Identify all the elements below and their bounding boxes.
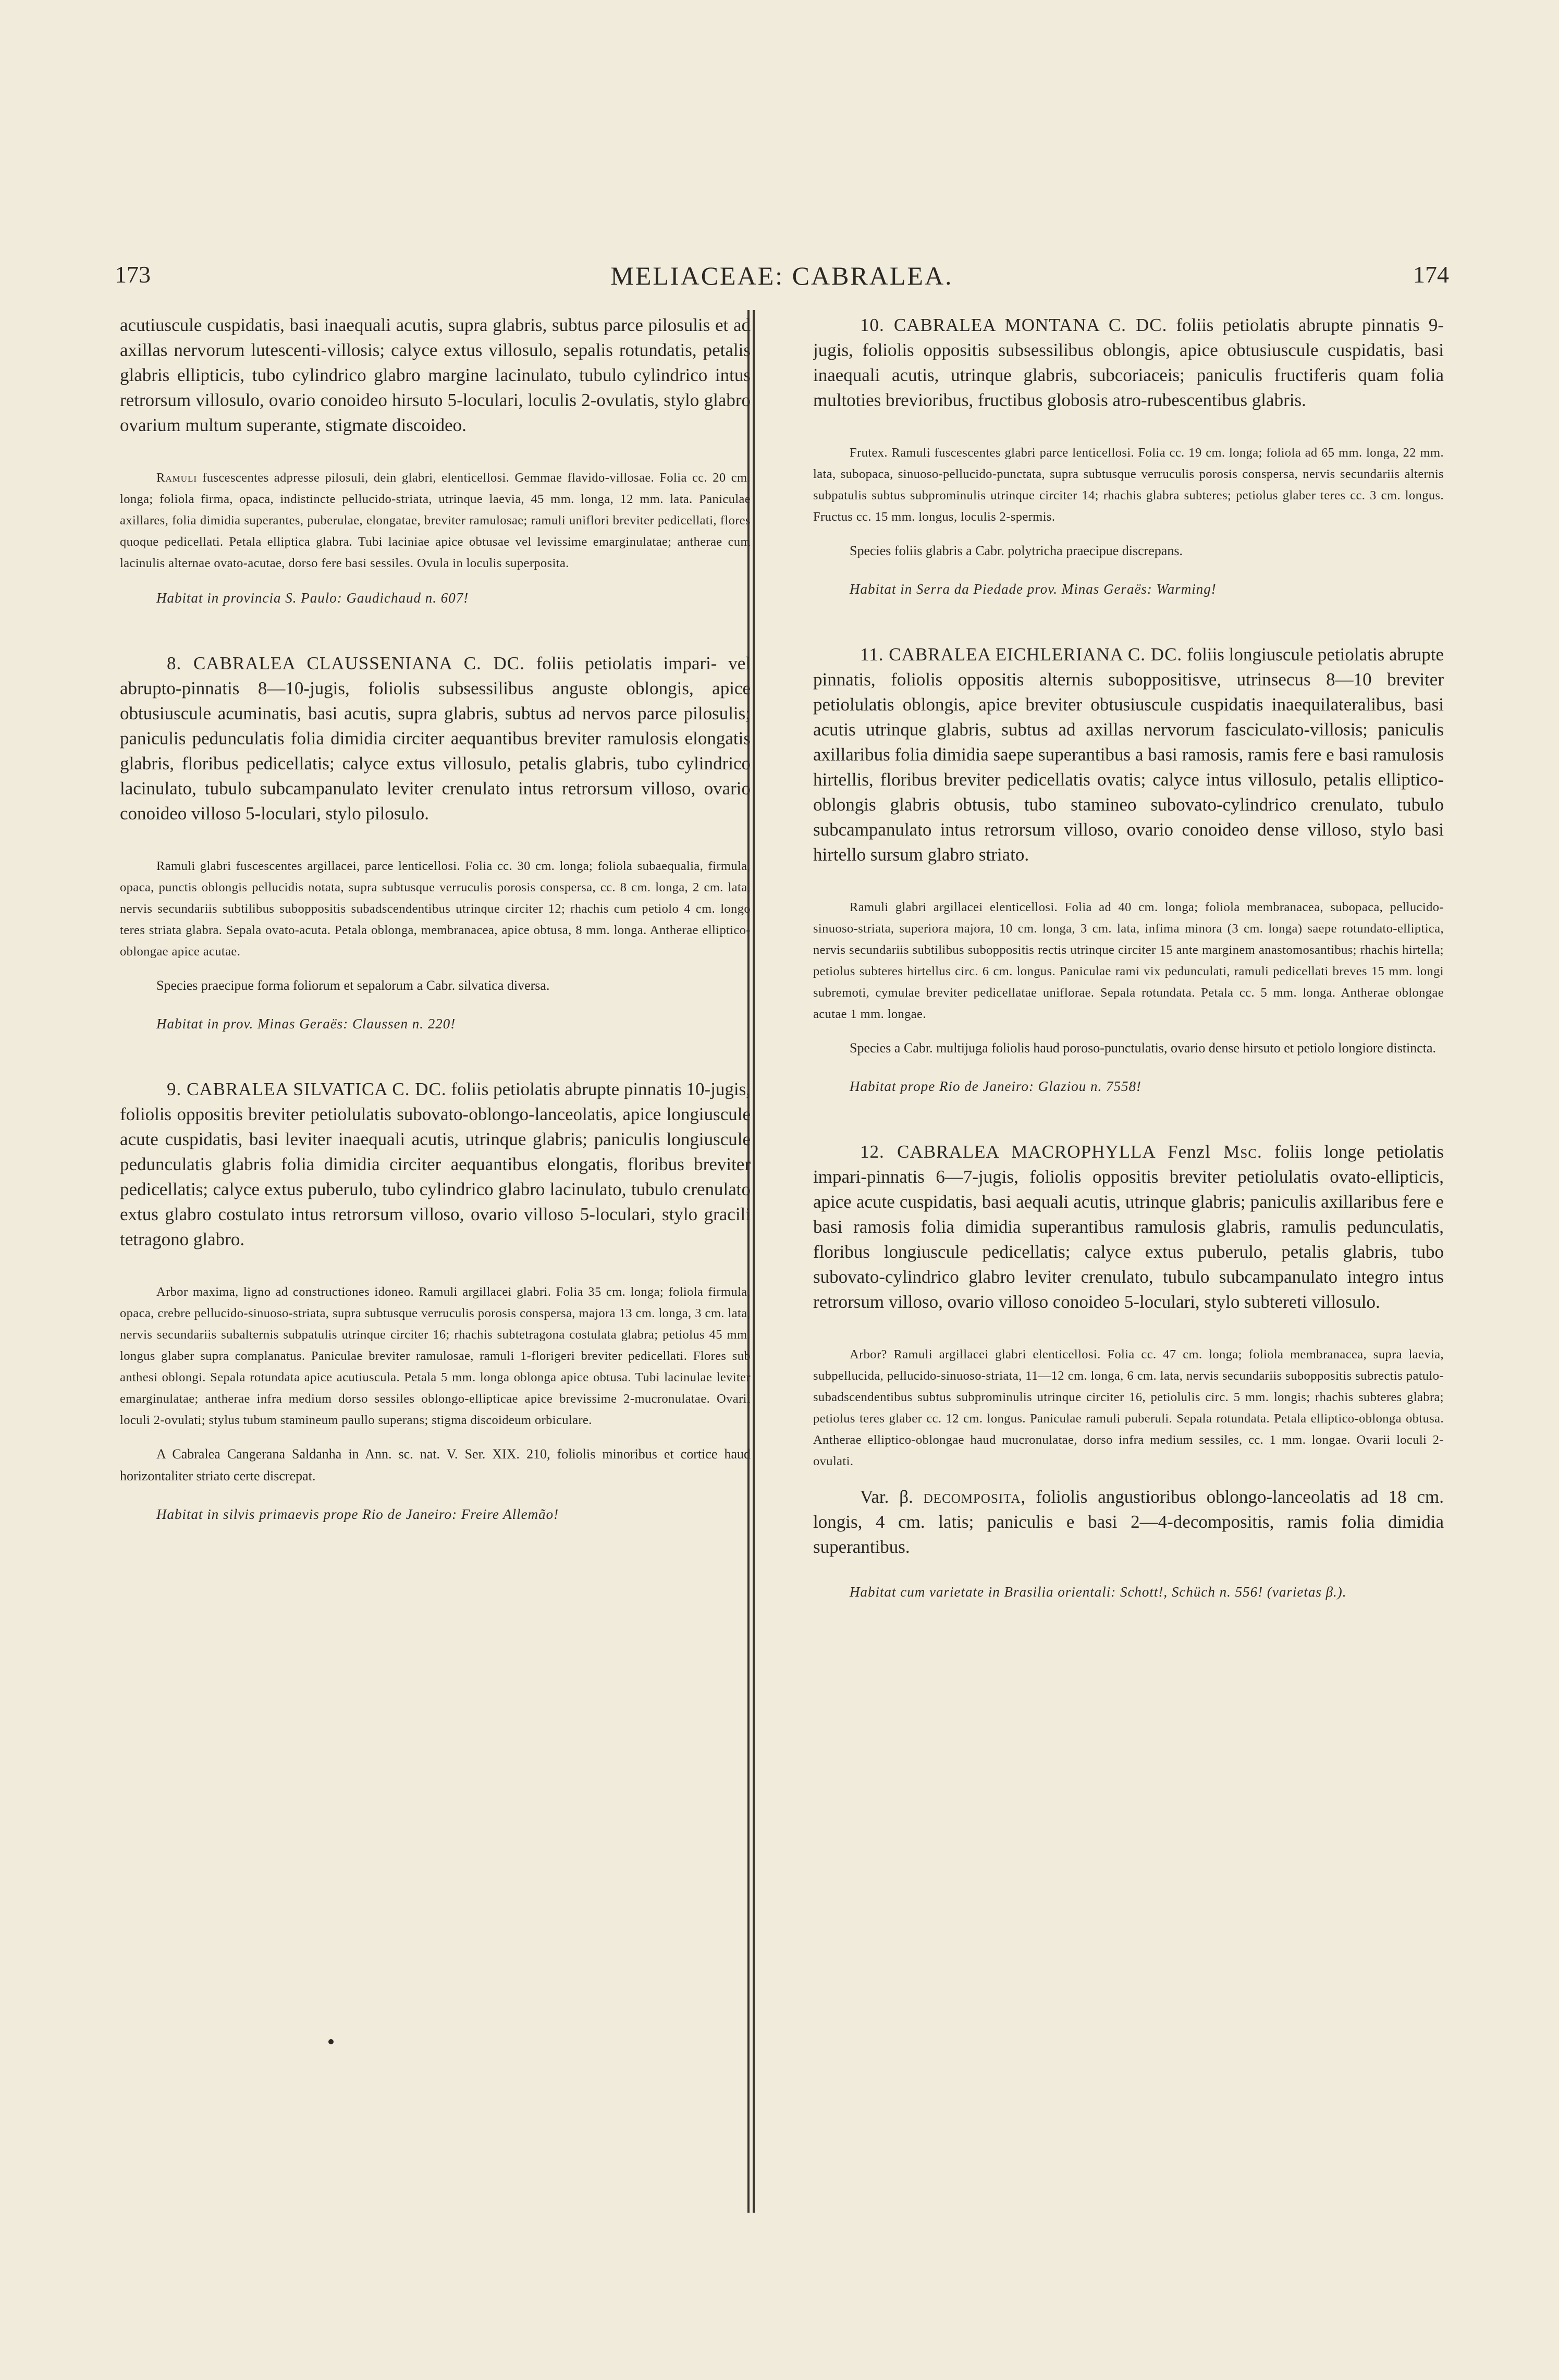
- left-column: [120, 313, 751, 2215]
- species-12-text: foliis longe petiolatis impari-pinnatis 6—7-jugis, foliolis oppositis breviter petiolulatis ovato-ellipticis, apice acute cuspidatis, basi aequali acutis, utrinque glabris; paniculis axillaribus fere e basi ramosis folia dimidia superantibus ramulosis glabris, ramulis pedunculatis, floribus longiuscule pedicellatis; calyce extus puberulo, petalis glabris, tubo subovato-cylindrico glabro leviter crenulato, tubulo subcampanulato integro intus retrorsum villoso, ovario villoso conoideo 5-loculari, stylo subtereti villosulo.: [813, 1142, 1444, 1312]
- species-12-habitat: Habitat cum varietate in Brasilia orientali: Schott!, Schüch n. 556! (varietas β.).: [850, 1584, 1347, 1600]
- page-header: [115, 261, 1449, 297]
- page-number-right: 174: [1413, 261, 1449, 288]
- intro-habitat: Habitat in provincia S. Paulo: Gaudichaud n. 607!: [156, 590, 469, 606]
- species-10-note: Species foliis glabris a Cabr. polytricha praecipue discrepans.: [850, 543, 1183, 558]
- variety-name: decomposita: [923, 1487, 1021, 1507]
- intro-paragraph: acutiuscule cuspidatis, basi inaequali acutis, supra glabris, subtus parce pilosulis et ad axillas nervorum lutescenti-villosis; calyce extus villosulo, sepalis rotundatis, petalis glabris ellipticis, tubo cylindrico glabro margine lacinulato, tubulo cylindrico intus retrorsum villosulo, ovario conoideo hirsuto 5-loculari, loculis 2-ovulatis, stylo glabro ovarium multum superante, stigmate discoideo.: [120, 315, 751, 435]
- species-11-note: Species a Cabr. multijuga foliolis haud poroso-punctulatis, ovario dense hirsuto et petiolo longiore distincta.: [850, 1040, 1437, 1056]
- species-12-description: [813, 1139, 1444, 1315]
- species-11-habitat: Habitat prope Rio de Janeiro: Glaziou n. 7558!: [850, 1078, 1141, 1094]
- species-9-habitat: Habitat in silvis primaevis prope Rio de Janeiro: Freire Allemão!: [156, 1506, 559, 1522]
- intro-detail: [120, 467, 751, 574]
- species-8-title: 8. CABRALEA CLAUSSENIANA C. DC.: [167, 653, 525, 673]
- species-12-detail: Arbor? Ramuli argillacei glabri elenticellosi. Folia cc. 47 cm. longa; foliola membranacea, supra laevia, subpellucida, pellucido-sinuoso-striata, 11—12 cm. longa, 6 cm. lata, nervis secundariis suboppositis subrectis patulo-subadscendentibus subtus subprominulis utrinque circiter 16, petiolulis circ. 5 mm. longis; rhachis subteres glabra; petiolus teres glaber cc. 12 cm. longus. Paniculae ramuli puberuli. Sepala rotundata. Petala elliptico-oblonga obtusa. Antherae elliptico-oblongae haud mucronulatae, dorso infra medium sessiles, cc. 1 mm. longae. Ovarii loculi 2-ovulati.: [813, 1347, 1444, 1468]
- intro-detail-lead: Ramuli: [156, 471, 198, 485]
- species-8-text: foliis petiolatis impari- vel abrupto-pinnatis 8—10-jugis, foliolis subsessilibus anguste oblongis, apice obtusiuscule acuminatis, basi acutis, supra glabris, subtus ad nervos parce pilosulis; paniculis pedunculatis folia dimidia circiter aequantibus breviter ramulosis elongatis glabris, floribus pedicellatis; calyce extus villosulo, petalis glabris, tubo cylindrico lacinulato, tubulo subcampanulato leviter crenulato intus retrorsum villoso, ovario conoideo villoso 5-loculari, stylo pilosulo.: [120, 653, 751, 824]
- species-8-detail: Ramuli glabri fuscescentes argillacei, parce lenticellosi. Folia cc. 30 cm. longa; foliola subaequalia, firmula, opaca, punctis oblongis pellucidis notata, supra subtusque verruculis porosis conspersa, cc. 8 cm. longa, 2 cm. lata, nervis secundariis subtilibus suboppositis subadscendentibus utrinque circiter 12; rhachis cum petiolo 4 cm. longo teres striata glabra. Sepala ovato-acuta. Petala oblonga, membranacea, apice obtusa, 8 mm. longa. Antherae elliptico-oblongae apice acutae.: [120, 859, 751, 959]
- species-11-title: 11. CABRALEA EICHLERIANA C. DC.: [860, 644, 1183, 665]
- species-12-title: 12. CABRALEA MACROPHYLLA Fenzl: [860, 1142, 1211, 1162]
- intro-detail-text: fuscescentes adpresse pilosuli, dein glabri, elenticellosi. Gemmae flavido-villosae. Folia cc. 20 cm. longa; foliola firma, opaca, indistincte pellucido-striata, utrinque laevia, 45 mm. longa, 12 mm. lata. Paniculae axillares, folia dimidia superantes, puberulae, elongatae, breviter ramulosae; ramuli uniflori breviter pedicellati, flores quoque pedicellati. Petala elliptica glabra. Tubi laciniae apice obtusae vel levissime emarginulatae; antherae cum lacinulis alternae ovato-acutae, dorso fere basi sessiles. Ovula in loculis superposita.: [120, 471, 751, 570]
- species-9-description: [120, 1077, 751, 1252]
- species-10-habitat: Habitat in Serra da Piedade prov. Minas Geraës: Warming!: [850, 581, 1217, 597]
- right-column: [813, 313, 1444, 2215]
- species-10-description: [813, 313, 1444, 413]
- species-8-description: [120, 651, 751, 826]
- page-number-left: 173: [115, 261, 151, 288]
- species-8-note: Species praecipue forma foliorum et sepalorum a Cabr. silvatica diversa.: [156, 978, 550, 993]
- variety-lead: Var. β.: [860, 1487, 913, 1507]
- species-11-text: foliis longiuscule petiolatis abrupte pinnatis, foliolis oppositis alternis suboppositisve, utrinsecus 8—10 breviter petiolulatis oblongis, apice breviter obtusiuscule cuspidatis inaequilateralibus, basi acutis utrinque glabris, subtus ad axillas nervorum fasciculato-villosis; paniculis axillaribus folia dimidia saepe superantibus a basi ramosis, ramis fere e basi ramulosis hirtellis, floribus breviter pedicellatis ovatis; calyce intus villosulo, petalis elliptico-oblongis glabris obtusis, tubo stamineo subovato-cylindrico crenulato, tubulo subcampanulato intus retrorsum villoso, ovario conoideo dense villoso, stylo basi hirtello sursum glabro striato.: [813, 644, 1444, 865]
- ink-dot: [328, 2039, 334, 2044]
- species-12-variety: [813, 1485, 1444, 1560]
- running-title: MELIACEAE: CABRALEA.: [610, 261, 953, 290]
- species-8-habitat: Habitat in prov. Minas Geraës: Claussen n. 220!: [156, 1016, 456, 1032]
- variety-text: , foliolis angustioribus oblongo-lanceolatis ad 18 cm. longis, 4 cm. latis; paniculis e basi 2—4-decompositis, ramis folia dimidia superantibus.: [813, 1487, 1444, 1557]
- species-9-text: foliis petiolatis abrupte pinnatis 10-jugis, foliolis oppositis breviter petiolulatis subovato-oblongo-lanceolatis, apice longiuscule acute cuspidatis, basi leviter inaequali acutis, utrinque glabris; paniculis longiuscule pedunculatis glabris folia dimidia circiter aequantibus elongatis, floribus breviter pedicellatis; calyce extus puberulo, tubo cylindrico glabro lacinulato, tubulo crenulato extus glabro costulato intus retrorsum villoso, ovario villoso 5-loculari, stylo gracili tetragono glabro.: [120, 1079, 751, 1249]
- species-10-text: foliis petiolatis abrupte pinnatis 9-jugis, foliolis oppositis subsessilibus oblongis, apice obtusiuscule cuspidatis, basi inaequali acutis, utrinque glabris, subcoriaceis; paniculis fructiferis quam folia multoties brevioribus, fructibus globosis atro-rubescentibus glabris.: [813, 315, 1444, 410]
- species-11-detail: Ramuli glabri argillacei elenticellosi. Folia ad 40 cm. longa; foliola membranacea, subopaca, pellucido-sinuoso-striata, superiora majora, 10 cm. longa, 3 cm. lata, infima minora (3 cm. longa) saepe rotundato-elliptica, nervis secundariis subtilibus suboppositis rectis utrinque circiter 15 ante marginem anastomosantibus; rhachis hirtella; petiolus subteres hirtellus circ. 6 cm. longus. Paniculae rami vix pedunculati, ramuli pedicellati breves 15 mm. longi subremoti, cymulae breviter pedicellatae uniflorae. Sepala rotundata. Petala cc. 5 mm. longa. Antherae oblongae acutae 1 mm. longae.: [813, 900, 1444, 1021]
- species-9-note: A Cabralea Cangerana Saldanha in Ann. sc. nat. V. Ser. XIX. 210, foliolis minoribus et cortice haud horizontaliter striato certe discrepat.: [120, 1446, 751, 1483]
- species-9-title: 9. CABRALEA SILVATICA C. DC.: [167, 1079, 447, 1099]
- species-10-detail: Frutex. Ramuli fuscescentes glabri parce lenticellosi. Folia cc. 19 cm. longa; foliola ad 65 mm. longa, 22 mm. lata, subopaca, sinuoso-pellucido-punctata, supra subtusque verruculis porosis conspersa, nervis secundariis alternis subpatulis subtus subprominulis utrinque circiter 14; rhachis glabra subteres; petiolus glaber teres cc. 3 cm. longus. Fructus cc. 15 mm. longus, loculis 2-spermis.: [813, 446, 1444, 524]
- species-12-title-suffix: Msc.: [1210, 1142, 1262, 1162]
- species-9-detail: Arbor maxima, ligno ad constructiones idoneo. Ramuli argillacei glabri. Folia 35 cm. longa; foliola firmula, opaca, crebre pellucido-sinuoso-striata, supra subtusque verruculis porosis conspersa, majora 13 cm. longa, 3 cm. lata, nervis secundariis subalternis subpatulis utrinque circiter 16; rhachis subtetragona costulata glabra; petiolus 45 mm. longus glaber supra complanatus. Paniculae breviter ramulosae, ramuli 1-florigeri breviter pedicellati. Flores sub anthesi oblongi. Sepala rotundata apice acutiuscula. Petala 5 mm. longa oblonga apice obtusa. Tubi lacinulae leviter emarginulatae; antherae infra medium dorso sessiles oblongo-ellipticae apice brevissime 2-mucronulatae. Ovarii loculi 2-ovulati; stylus tubum stamineum paullo superans; stigma discoideum orbiculare.: [120, 1285, 751, 1427]
- species-10-title: 10. CABRALEA MONTANA C. DC.: [860, 315, 1168, 335]
- column-rule-right: [753, 310, 755, 2213]
- species-11-description: [813, 642, 1444, 867]
